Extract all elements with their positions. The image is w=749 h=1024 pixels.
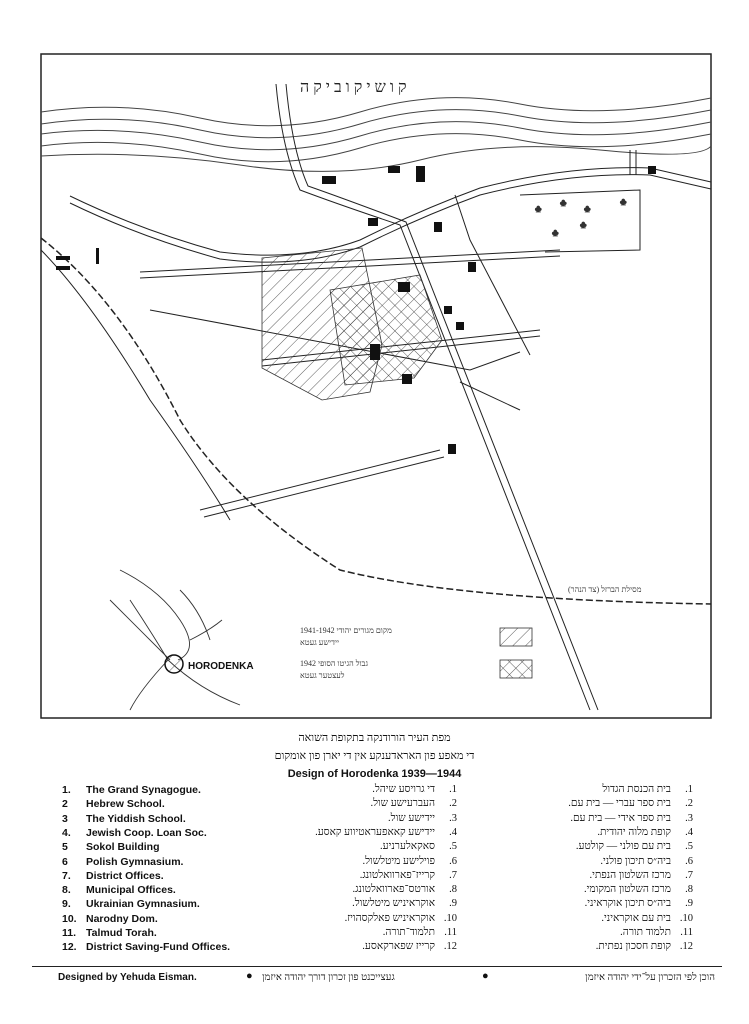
legend-text: בית ספר עברי — בית עם. — [568, 798, 671, 810]
legend-number: 5. — [449, 841, 457, 853]
legend-number: 10. — [679, 912, 693, 924]
legend-item — [585, 898, 693, 909]
building-icon — [388, 166, 400, 173]
legend-item — [584, 884, 693, 895]
legend-text: אורטס־פארוואלטונג. — [352, 884, 435, 896]
credit-english: Designed by Yehuda Eisman. — [58, 972, 197, 983]
park — [535, 197, 627, 239]
legend-text: District Offices. — [86, 869, 164, 882]
ghetto-area-b-overlay — [330, 275, 442, 385]
building-icon — [56, 266, 70, 270]
building-icon — [416, 166, 425, 182]
legend-item — [568, 798, 693, 809]
legend-item — [352, 898, 457, 909]
legend-number: 2. — [685, 798, 693, 810]
legend-text: די גרויסע שיהל. — [372, 784, 435, 795]
building-icon — [322, 176, 336, 184]
legend-text: Talmud Torah. — [86, 927, 157, 939]
legend-number: 1. — [62, 784, 71, 796]
legend-item — [576, 841, 693, 852]
legend-item — [360, 870, 457, 881]
legend-item — [62, 913, 158, 925]
footer-divider — [32, 966, 722, 967]
legend-text: מרכז השלטון הנפתי. — [589, 869, 671, 881]
legend-item — [363, 856, 458, 867]
legend-item — [62, 827, 207, 839]
legend-item — [372, 784, 457, 795]
legend-number: 12. — [679, 941, 693, 953]
legend-item — [388, 813, 457, 824]
legend-item — [600, 856, 693, 867]
legend-number: 1. — [685, 784, 693, 795]
legend-item — [352, 884, 457, 895]
legend-item — [597, 827, 693, 838]
legend-number: 6 — [62, 855, 68, 868]
legend-text: בית ספר אידי — בית עם. — [570, 812, 671, 824]
credit-yiddish: געצייכנט פון זכרון דורך יהודה איזמן — [262, 972, 395, 983]
legend-text: תלמוד תורה. — [620, 927, 671, 938]
legend-item — [62, 927, 157, 939]
legend-item — [62, 813, 186, 825]
legend-text: The Yiddish School. — [86, 812, 186, 825]
legend-text: בית הכנסת הגדול — [602, 784, 671, 795]
building-icon — [96, 248, 99, 264]
legend-item — [62, 798, 165, 810]
building-icon — [648, 166, 656, 174]
legend-number: 9. — [685, 898, 693, 910]
bullet-icon: ● — [246, 970, 253, 982]
tree-icon: ♣ — [620, 197, 627, 208]
legend-text: קופת מלוה יהודית. — [597, 826, 671, 838]
legend-item — [362, 941, 457, 952]
legend-number: 10. — [62, 912, 77, 925]
building-icon — [402, 374, 412, 384]
legend-text: ביה״ס תיכון אוקראיני. — [584, 898, 671, 910]
legend-item — [62, 884, 176, 896]
legend-item — [345, 913, 457, 924]
legend-number: 8. — [449, 884, 457, 896]
credit-hebrew: הוכן לפי הזכרון על־ידי יהודה איזמן — [585, 972, 715, 983]
key-label-d: לעצטער געטא — [300, 671, 345, 680]
legend-text: אוקראיניש מיטלשול. — [352, 898, 435, 910]
building-icon — [456, 322, 464, 330]
legend-text: Polish Gymnasium. — [86, 855, 184, 868]
legend-number: 3. — [449, 812, 457, 824]
legend-number: 1. — [449, 784, 457, 795]
legend-text: יידישע שול. — [388, 812, 435, 824]
legend-number: 12. — [62, 941, 77, 954]
legend-item — [62, 841, 160, 853]
legend-text: District Saving-Fund Offices. — [86, 941, 231, 954]
legend-text: Municipal Offices. — [86, 884, 176, 897]
roads — [70, 84, 711, 710]
building-icon — [444, 306, 452, 314]
building-icon — [468, 262, 476, 272]
inset-town-marker — [165, 655, 183, 673]
legend-number: 11. — [680, 927, 693, 938]
legend-number: 9. — [449, 898, 457, 910]
legend-item — [589, 870, 693, 881]
tree-icon: ♣ — [584, 204, 591, 215]
legend-item — [370, 798, 457, 809]
legend-number: 11. — [62, 927, 77, 939]
legend-text: מרכז השלטון המקומי. — [584, 884, 671, 896]
railway-label: מסילת הברזל (צד הנהר) — [568, 585, 642, 594]
legend-text: פוילישע מיטלשול. — [362, 855, 435, 867]
legend-text: קופת חסכון נפתית. — [595, 941, 671, 953]
yiddish-title: די מאפע פון האראדענקע אין די יארן פון אומקום — [274, 750, 475, 762]
legend-item — [380, 841, 457, 852]
legend-number: 4. — [449, 826, 457, 838]
river-label: קושיקוביקה — [300, 79, 411, 96]
tree-icon: ♣ — [560, 198, 567, 209]
key-label-b: יידישע געטא — [300, 638, 340, 647]
legend-item — [62, 898, 200, 910]
legend-item — [570, 813, 693, 824]
legend-number: 4. — [62, 826, 71, 839]
legend-text: תלמוד־תורה. — [382, 927, 435, 938]
legend-number: 9. — [62, 898, 71, 911]
legend-number: 4. — [685, 826, 693, 838]
legend-item — [315, 827, 457, 838]
building-icon — [368, 218, 378, 226]
legend-text: ביה״ס תיכון פולני. — [600, 855, 671, 867]
legend-number: 3. — [685, 812, 693, 824]
legend-item — [62, 856, 183, 868]
legend-item — [383, 927, 457, 938]
legend-text: אוקראיניש פאלקסהויז. — [344, 912, 435, 924]
legend-item — [602, 784, 693, 795]
tree-icon: ♣ — [580, 220, 587, 231]
building-icon — [398, 282, 410, 292]
legend-text: בית עם פולני — קולטע. — [575, 841, 671, 853]
legend-number: 5. — [685, 841, 693, 853]
legend-text: סאקאלערניע. — [380, 841, 435, 853]
legend-number: 6. — [449, 855, 457, 867]
english-title: Design of Horodenka 1939—1944 — [287, 768, 462, 780]
legend-text: Ukrainian Gymnasium. — [86, 898, 200, 911]
legend-item — [62, 870, 164, 882]
legend-item — [620, 927, 693, 938]
legend-text: The Grand Synagogue. — [86, 784, 201, 796]
key-box-ghetto-early — [500, 628, 532, 646]
legend-item — [62, 784, 201, 796]
inset-locator — [110, 570, 240, 710]
legend-number: 2 — [62, 798, 68, 811]
legend-text: Jewish Coop. Loan Soc. — [86, 826, 207, 839]
legend-text: Narodny Dom. — [86, 912, 158, 925]
key-label-a: מקום מגורים יהודי 1941-1942 — [300, 626, 392, 635]
inset-town-label: HORODENKA — [188, 661, 254, 672]
legend-text: העברעישע שול. — [370, 798, 435, 810]
legend-number: 6. — [685, 855, 693, 867]
legend-text: Hebrew School. — [86, 798, 165, 811]
west-road — [41, 250, 230, 520]
legend-text: קרייז־פארוואלטונג. — [359, 869, 435, 881]
tree-icon: ♣ — [535, 204, 542, 215]
legend-number: 2. — [449, 798, 457, 810]
legend-text: יידישע קאאפעראטיווע קאסע. — [315, 826, 435, 838]
legend-number: 10. — [443, 912, 457, 924]
legend-text: Sokol Building — [86, 841, 160, 854]
legend-number: 7. — [62, 869, 71, 882]
building-icon — [448, 444, 456, 454]
legend-number: 11. — [444, 927, 457, 938]
hebrew-title: מפת העיר הורודנקה בתקופת השואה — [298, 732, 451, 744]
legend-text: בית עם אוקראיני. — [601, 912, 671, 924]
tree-icon: ♣ — [552, 228, 559, 239]
bullet-icon: ● — [482, 970, 489, 982]
legend-number: 7. — [449, 869, 457, 881]
legend-number: 8. — [62, 884, 71, 897]
legend-text: קרייז שפארקאסע. — [362, 941, 435, 953]
legend-item — [62, 941, 230, 953]
legend-item — [601, 913, 693, 924]
building-icon — [434, 222, 442, 232]
key-label-c: גבול הגיטו הסופי 1942 — [300, 659, 368, 668]
legend-number: 8. — [685, 884, 693, 896]
legend-item — [596, 941, 693, 952]
river — [41, 98, 711, 172]
legend-number: 12. — [443, 941, 457, 953]
legend-number: 3 — [62, 812, 68, 825]
legend-number: 5 — [62, 841, 68, 854]
building-icon — [56, 256, 70, 260]
building-icon — [370, 344, 380, 360]
legend-number: 7. — [685, 869, 693, 881]
